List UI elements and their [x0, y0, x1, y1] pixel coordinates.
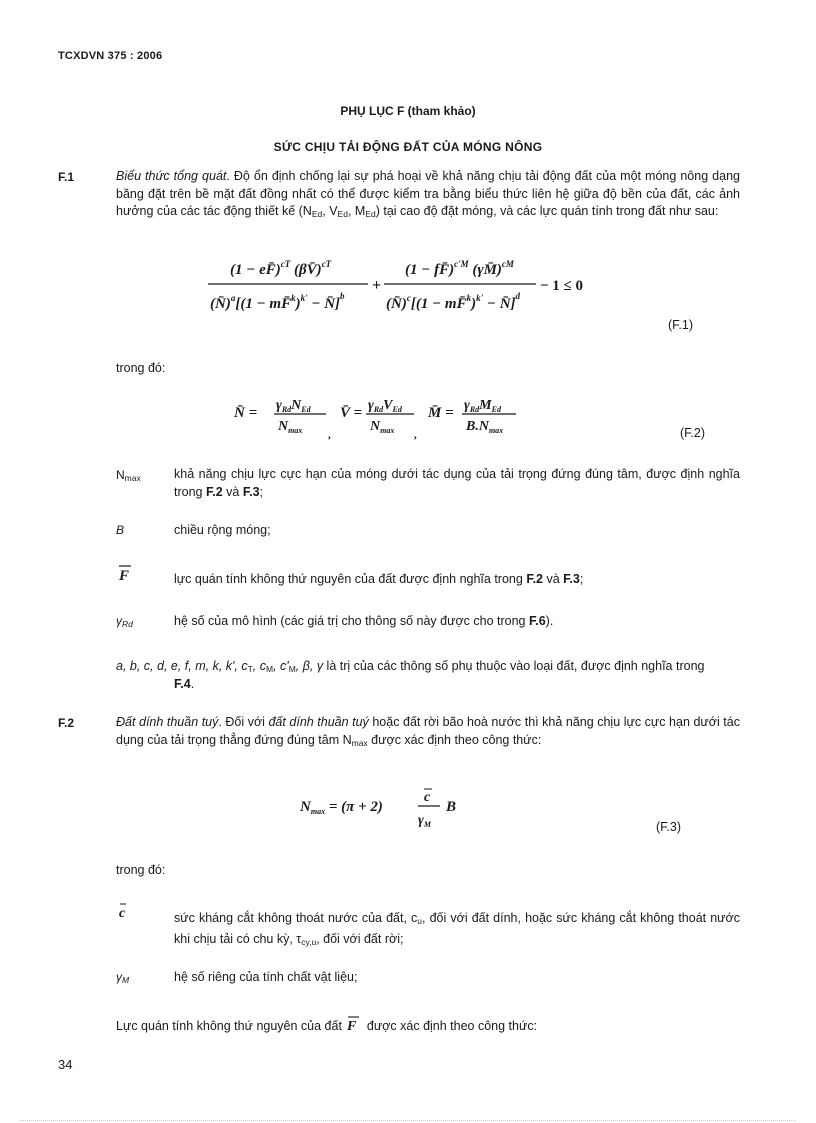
equation-f3: [296, 784, 476, 832]
params-list: a, b, c, d, e, f, m, k, k', c: [116, 659, 248, 673]
cbar-cu-sub: u: [417, 916, 423, 926]
appendix-heading: [0, 104, 816, 118]
fbar-ref-f2: F.2: [526, 572, 543, 586]
eq1-numerator-left: (1 − eF̄)$^{cT}$ (βV̄)$^{cT}$: [230, 259, 332, 278]
ned-subscript: Ed: [311, 209, 323, 219]
b-symbol: B: [116, 523, 125, 537]
fbar-end: ;: [579, 572, 584, 586]
fbar-desc-text: lực quán tính không thứ nguyên của đất được định nghĩa trong: [174, 572, 523, 586]
nmax-ref-f3: F.3: [242, 484, 260, 499]
ved-subscript: Ed: [337, 209, 348, 219]
params-cpm: , c': [273, 659, 289, 673]
eq3-cbar: c: [424, 790, 431, 805]
eq1-plus: +: [372, 277, 382, 294]
eq2-v-denominator: $N_{max}$: [370, 419, 395, 435]
b-description: chiều rộng móng;: [174, 523, 271, 537]
closing-sentence: [116, 1014, 740, 1036]
appendix-title: SỨC CHỊU TẢI ĐỘNG ĐẤT CỦA MÓNG NÔNG: [273, 140, 543, 154]
svg-text:F: F: [119, 568, 130, 584]
grd-symbol: [116, 614, 133, 629]
where-label-1: trong đó:: [116, 361, 166, 375]
cbar-description: [174, 910, 740, 951]
fbar-description: [174, 571, 740, 589]
grd-letter: γ: [116, 614, 122, 628]
eq2-comma-2: ,: [414, 429, 417, 440]
grd-end: ).: [545, 614, 554, 628]
closing-text-a: Lực quán tính không thứ nguyên của đất: [116, 1019, 342, 1033]
nmax-and: và: [226, 484, 240, 499]
params-ct-sub: T: [247, 664, 253, 674]
standard-code: TCXDVN 375 : 2006: [58, 50, 163, 62]
params-greek: , β, γ: [295, 659, 324, 673]
nmax-desc-text: khả năng chịu lực cực hạn của móng dưới tác dụng của tải trọng đứng đúng tâm, được định nghĩa trong: [174, 467, 740, 499]
nmax-ref-f2: F.2: [205, 484, 223, 499]
equation-number-f2: (F.2): [680, 426, 705, 440]
eq2-vbar: V̄ =: [340, 405, 363, 421]
eq3-gamma-m: $\gamma_M$: [418, 813, 431, 829]
params-cm: , c: [252, 659, 266, 673]
cbar-symbol: [116, 898, 136, 922]
equation-number-f3: (F.3): [656, 820, 681, 834]
eq1-numerator-right: (1 − fF̄)$^{c'M}$ (γM̄)$^{cM}$: [405, 259, 514, 278]
nmax-description: [174, 466, 740, 501]
grd-sub: Rd: [122, 619, 133, 629]
section-f1-paragraph: [116, 168, 740, 224]
section-f2-paragraph: [116, 714, 740, 752]
cbar-desc-c: , đối với đất rời;: [316, 931, 404, 946]
page-bottom-divider: [20, 1120, 796, 1121]
eq1-rhs: − 1 ≤ 0: [540, 278, 584, 294]
params-end: .: [190, 677, 195, 691]
section-f1-text-2: , V: [322, 204, 338, 218]
eq1-denominator-right: (N̄)$^c$[(1 − mF̄$^k$)$^{k'}$ − N̄]$^d$: [386, 291, 521, 312]
eq2-n-numerator: $\gamma_{Rd}N_{Ed}$: [276, 398, 311, 414]
eq2-v-numerator: $\gamma_{Rd}V_{Ed}$: [368, 398, 402, 414]
appendix-type: (tham khảo): [407, 104, 476, 118]
eq2-m-numerator: $\gamma_{Rd}M_{Ed}$: [464, 398, 501, 414]
equation-number-f1: (F.1): [668, 318, 693, 332]
params-ref-line: [174, 676, 740, 694]
nmax-sub: max: [124, 473, 141, 483]
nmax-symbol: [116, 468, 141, 483]
section-f1-text-3: , M: [347, 204, 366, 218]
fbar-ref-f3: F.3: [563, 572, 580, 586]
equation-f1: [200, 254, 600, 334]
page-number: 34: [58, 1057, 73, 1072]
gm-description: hệ số riêng của tính chất vật liệu;: [174, 970, 358, 984]
closing-text-b: được xác định theo công thức:: [366, 1019, 538, 1033]
closing-fbar-symbol: [345, 1014, 363, 1034]
section-f2-text-c: được xác định theo công thức:: [371, 732, 542, 747]
gm-symbol: [116, 970, 129, 985]
svg-text:c: c: [119, 906, 126, 921]
eq2-nbar: N̄ =: [234, 405, 258, 421]
fbar-and: và: [546, 572, 560, 586]
eq1-denominator-left: (N̄)$^a$[(1 − mF̄$^k$)$^{k'}$ − N̄]$^b$: [210, 291, 345, 312]
grd-ref-f6: F.6: [528, 614, 546, 628]
equation-f2: [232, 394, 532, 440]
params-ref-f4: F.4: [174, 677, 191, 691]
section-f2-nmax-sub: max: [351, 737, 368, 748]
nmax-end: ;: [259, 484, 264, 499]
section-f1-text-end: ) tại cao độ đặt móng, và các lực quán tính trong đất như sau:: [375, 204, 719, 218]
section-f2-text-a: . Đối với: [218, 715, 265, 729]
section-number-f2: F.2: [58, 716, 75, 730]
grd-description: [174, 613, 740, 631]
cbar-desc-b: , đối với đất dính, hoặc sức kháng cắt không thoát nước khi chịu tải có chu kỳ, τ: [174, 911, 740, 946]
eq2-n-denominator: $N_{max}$: [278, 419, 303, 435]
where-label-2: trong đó:: [116, 863, 166, 877]
eq2-mbar: M̄ =: [428, 405, 454, 421]
section-f2-lead2: đất dính thuần tuý: [268, 715, 369, 729]
params-cpm-sub: M: [288, 664, 296, 674]
section-f2-lead: Đất dính thuần tuý: [116, 715, 219, 729]
params-cm-sub: M: [266, 664, 274, 674]
cbar-tau-sub: cy,u: [301, 936, 317, 947]
grd-desc-text: hệ số của mô hình (các giá trị cho thông số này được cho trong: [174, 614, 526, 628]
params-desc: là trị của các thông số phụ thuộc vào loại đất, được định nghĩa trong: [323, 659, 705, 673]
med-subscript: Ed: [365, 209, 376, 219]
fbar-symbol: [116, 562, 138, 584]
eq2-m-denominator: $B.N_{max}$: [466, 419, 504, 435]
eq3-b: B: [446, 799, 457, 815]
section-f1-lead: Biểu thức tổng quát: [116, 169, 227, 183]
appendix-label: PHỤ LỤC F: [340, 104, 405, 118]
section-f2-text-b: hoặc đất rời bão hoà nước thì khả năng chịu lực cực hạn dưới tác dụng của tải trọng thẳng đứng đúng tâm N: [116, 715, 740, 747]
eq3-lhs: $N_{max} = (\pi + 2)$: [300, 799, 383, 816]
gm-sub: M: [122, 975, 130, 985]
section-f1-text: . Độ ổn định chống lại sự phá hoại về khả năng chịu tải động đất của một móng nông dạng băng đặt trên bề mặt đất đồng nhất có thể được kiểm tra bằng biểu thức liên hệ giữa độ bền của đất, các ảnh hưởng của các tác động thiết kế (N: [116, 169, 740, 218]
eq2-comma-1: ,: [328, 429, 331, 440]
nmax-letter: N: [116, 468, 125, 482]
svg-text:F: F: [347, 1019, 357, 1034]
gm-letter: γ: [116, 970, 122, 984]
cbar-desc-a: sức kháng cắt không thoát nước của đất, c: [174, 911, 418, 925]
section-number-f1: F.1: [58, 170, 75, 184]
